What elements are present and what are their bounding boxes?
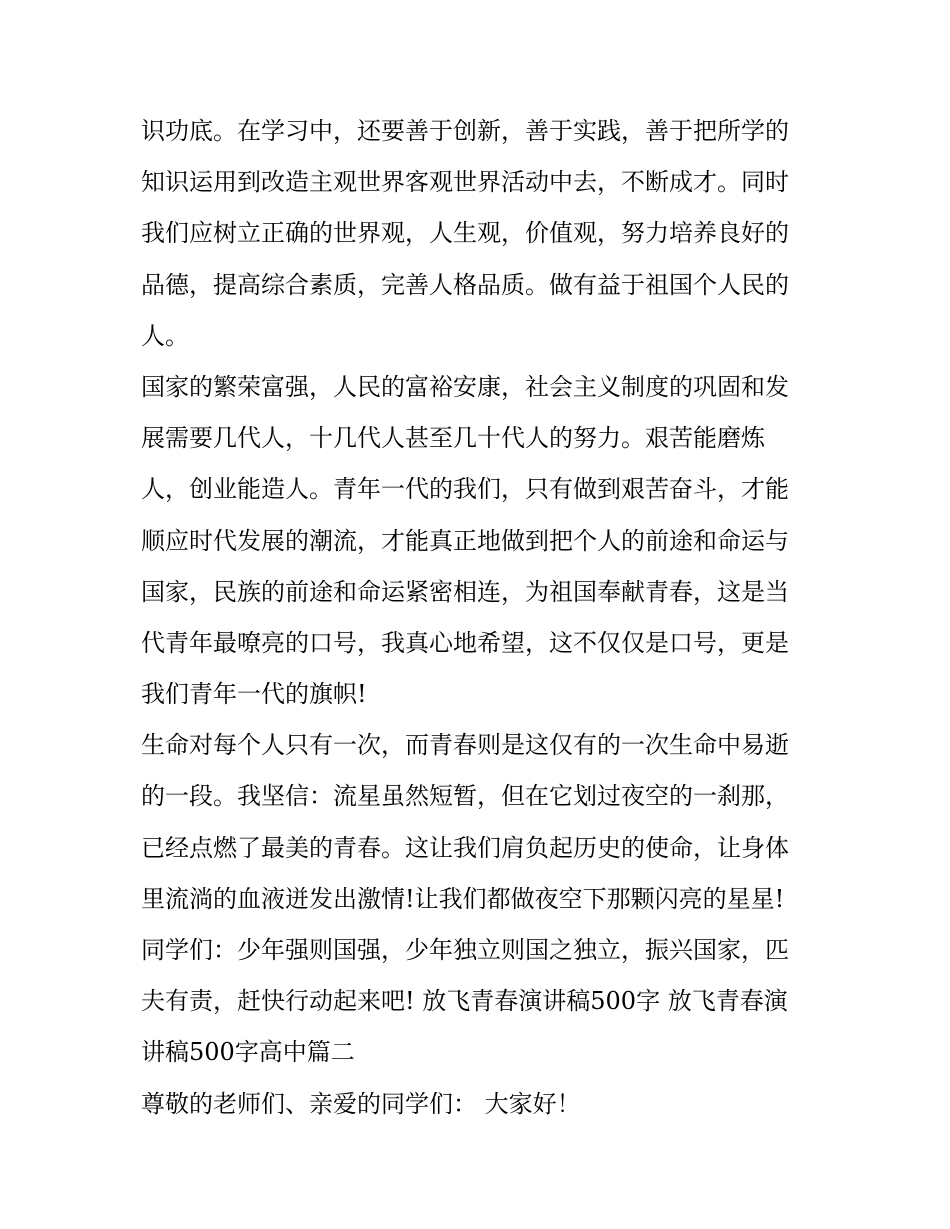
text-line: 已经点燃了最美的青春。这让我们肩负起历史的使命，让身体 [141, 833, 789, 862]
text-line: 品德，提高综合素质，完善人格品质。做有益于祖国个人民的 [141, 270, 789, 299]
text-line: 我们青年一代的旗帜! [141, 680, 367, 709]
text-line: 国家，民族的前途和命运紧密相连，为祖国奉献青春，这是当 [141, 577, 789, 606]
text-line: 尊敬的老师们、亲爱的同学们： 大家好！ [141, 1089, 581, 1118]
text-line: 生命对每个人只有一次，而青春则是这仅有的一次生命中易逝 [141, 731, 789, 760]
text-line: 的一段。我坚信：流星虽然短暂，但在它划过夜空的一刹那， [141, 782, 789, 811]
text-line: 顺应时代发展的潮流，才能真正地做到把个人的前途和命运与 [141, 526, 789, 555]
text-line: 国家的繁荣富强，人民的富裕安康，社会主义制度的巩固和发 [141, 372, 789, 401]
text-line: 同学们：少年强则国强，少年独立则国之独立，振兴国家，匹 [141, 936, 789, 964]
text-line: 里流淌的血液迸发出激情!让我们都做夜空下那颗闪亮的星星! [141, 884, 785, 913]
text-line: 知识运用到改造主观世界客观世界活动中去，不断成才。同时 [141, 168, 789, 197]
text-line: 夫有责，赶快行动起来吧! 放飞青春演讲稿500字 放飞青春演 [141, 987, 788, 1016]
text-line: 我们应树立正确的世界观，人生观，价值观，努力培养良好的 [141, 219, 789, 248]
text-line: 讲稿500字高中篇二 [141, 1038, 355, 1067]
text-line: 人，创业能造人。青年一代的我们，只有做到艰苦奋斗，才能 [141, 475, 789, 504]
document-body [141, 106, 813, 1130]
text-line: 展需要几代人，十几代人甚至几十代人的努力。艰苦能磨炼 [141, 424, 765, 453]
text-line: 人。 [141, 321, 189, 350]
text-line: 识功底。在学习中，还要善于创新，善于实践，善于把所学的 [141, 117, 789, 145]
text-line: 代青年最嘹亮的口号，我真心地希望，这不仅仅是口号，更是 [141, 628, 789, 657]
